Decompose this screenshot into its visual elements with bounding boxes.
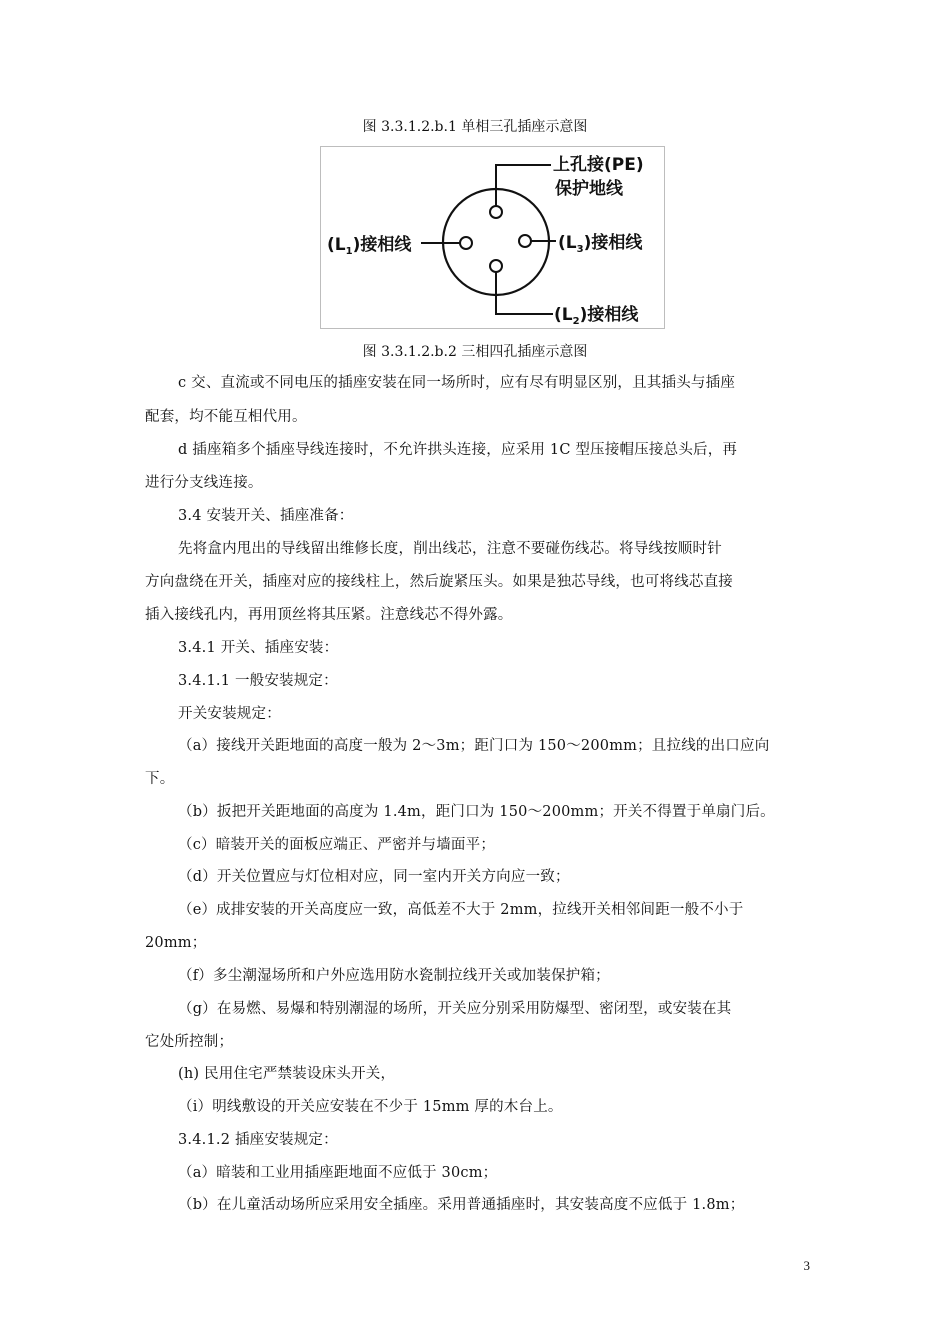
paragraph-line: d 插座箱多个插座导线连接时，不允许拱头连接，应采用 1C 型压接帽压接总头后，再: [178, 442, 738, 458]
list-item: （c）暗装开关的面板应端正、严密并与墙面平；: [178, 837, 496, 853]
four-hole-socket-diagram: [320, 146, 665, 329]
paragraph-line: 插入接线孔内，再用顶丝将其压紧。注意线芯不得外露。: [145, 607, 513, 623]
list-item-continued: 20mm；: [145, 935, 207, 951]
hole-pe: [490, 206, 502, 218]
figure-caption-1: 图 3.3.1.2.b.1 单相三孔插座示意图: [362, 119, 588, 135]
section-heading: 3.4.1.2 插座安装规定：: [178, 1132, 338, 1148]
list-item: （b）在儿童活动场所应采用安全插座。采用普通插座时，其安装高度不应低于 1.8m；: [178, 1197, 745, 1213]
hole-l2: [490, 260, 502, 272]
list-item: （f）多尘潮湿场所和户外应选用防水瓷制拉线开关或加装保护箱；: [178, 968, 610, 984]
label-l1: $(L_1)$接相线: [327, 235, 412, 257]
list-item: （d）开关位置应与灯位相对应，同一室内开关方向应一致；: [178, 869, 570, 885]
list-item-continued: 它处所控制；: [145, 1034, 234, 1050]
label-pe-line1: 上孔接(PE): [553, 155, 644, 175]
figure-caption-2: 图 3.3.1.2.b.2 三相四孔插座示意图: [362, 344, 588, 360]
paragraph-line: 方向盘绕在开关，插座对应的接线柱上，然后旋紧压头。如果是独芯导线，也可将线芯直接: [145, 574, 733, 590]
paragraph-line: 进行分支线连接。: [145, 475, 263, 491]
socket-diagram-svg: [321, 147, 664, 328]
section-heading: 3.4 安装开关、插座准备：: [178, 508, 354, 524]
hole-l1: [460, 237, 472, 249]
hole-l3: [519, 235, 531, 247]
paragraph-line: 开关安装规定：: [178, 706, 281, 722]
label-l3: $(L_3)$接相线: [558, 233, 643, 255]
list-item: （i）明线敷设的开关应安装在不少于 15mm 厚的木台上。: [178, 1099, 563, 1115]
page-number: 3: [803, 1258, 810, 1273]
section-heading: 3.4.1.1 一般安装规定：: [178, 673, 338, 689]
leader-l2: [496, 272, 553, 314]
label-pe-line2: 保护地线: [555, 179, 623, 199]
list-item: （a）接线开关距地面的高度一般为 2～3m；距门口为 150～200mm；且拉线的出口应向: [178, 738, 770, 754]
list-item: （b）扳把开关距地面的高度为 1.4m，距门口为 150～200mm；开关不得置于单扇门后。: [178, 804, 775, 820]
leader-pe: [496, 165, 551, 206]
list-item: (h) 民用住宅严禁装设床头开关，: [178, 1066, 396, 1082]
label-l2: $(L_2)$接相线: [554, 305, 639, 327]
paragraph-line: c 交、直流或不同电压的插座安装在同一场所时，应有尽有明显区别，且其插头与插座: [178, 375, 736, 391]
list-item-continued: 下。: [145, 771, 175, 787]
list-item: （a）暗装和工业用插座距地面不应低于 30cm；: [178, 1165, 498, 1181]
list-item: （g）在易燃、易爆和特别潮湿的场所，开关应分别采用防爆型、密闭型，或安装在其: [178, 1001, 732, 1017]
paragraph-line: 配套，均不能互相代用。: [145, 409, 307, 425]
list-item: （e）成排安装的开关高度应一致，高低差不大于 2mm，拉线开关相邻间距一般不小于: [178, 902, 744, 918]
section-heading: 3.4.1 开关、插座安装：: [178, 640, 339, 656]
paragraph-line: 先将盒内甩出的导线留出维修长度，削出线芯，注意不要碰伤线芯。将导线按顺时针: [178, 541, 722, 557]
